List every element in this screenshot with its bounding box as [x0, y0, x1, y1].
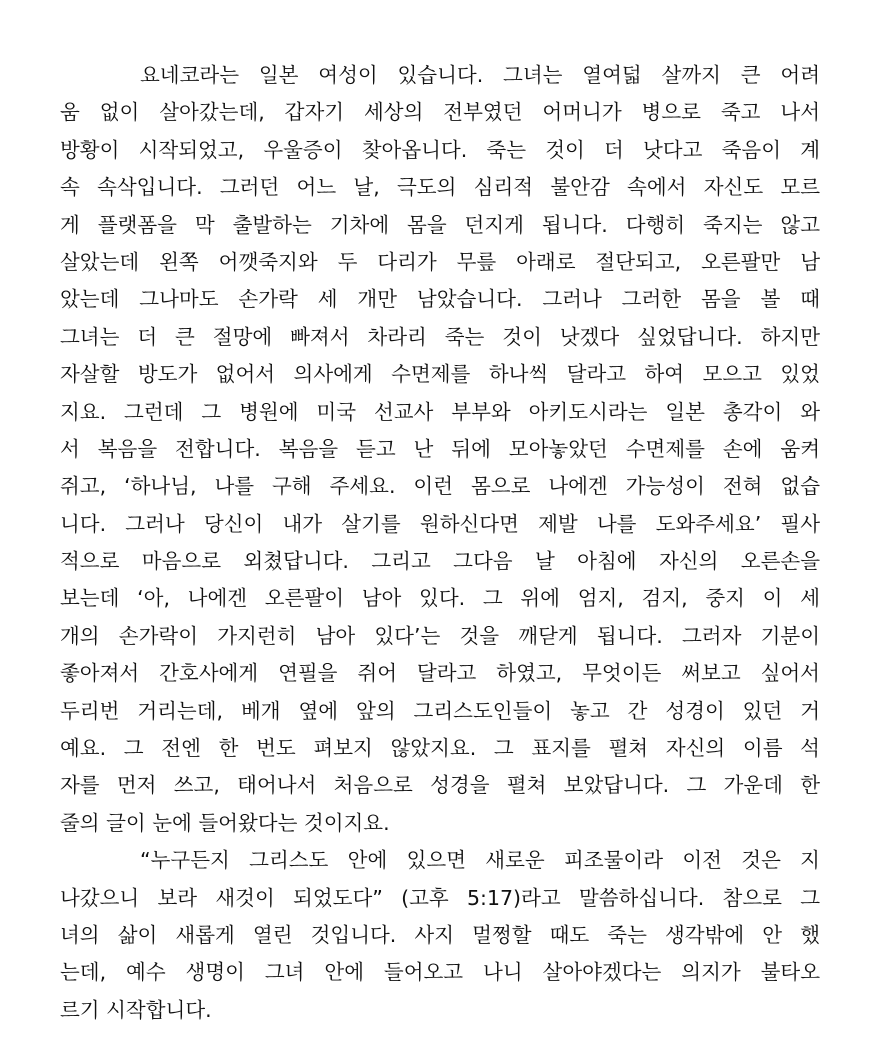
- text-line: 적으로 마음으로 외쳤답니다. 그리고 그다음 날 아침에 자신의 오른손을: [60, 549, 820, 574]
- text-line: 니다. 그러나 당신이 내가 살기를 원하신다면 제발 나를 도와주세요’ 필사: [60, 511, 820, 536]
- text-line: 방황이 시작되었고, 우울증이 찾아옵니다. 죽는 것이 더 낫다고 죽음이 계: [60, 137, 820, 162]
- text-line: 서 복음을 전합니다. 복음을 듣고 난 뒤에 모아놓았던 수면제를 손에 움켜: [60, 436, 820, 461]
- text-line: 르기 시작합니다.: [60, 997, 212, 1022]
- text-line: 요네코라는 일본 여성이 있습니다. 그녀는 열여덟 살까지 큰 어려: [140, 63, 820, 87]
- text-line: 두리번 거리는데, 베개 옆에 앞의 그리스도인들이 놓고 간 성경이 있던 거: [60, 698, 820, 723]
- text-line: 예요. 그 전엔 한 번도 펴보지 않았지요. 그 표지를 펼쳐 자신의 이름 석: [60, 736, 820, 761]
- text-line: 자살할 방도가 없어서 의사에게 수면제를 하나씩 달라고 하여 모으고 있었: [60, 362, 820, 387]
- text-line: 그녀는 더 큰 절망에 빠져서 차라리 죽는 것이 낫겠다 싶었답니다. 하지만: [60, 324, 820, 349]
- text-line: 았는데 그나마도 손가락 세 개만 남았습니다. 그러나 그러한 몸을 볼 때: [60, 287, 820, 312]
- text-line: 보는데 ‘아, 나에겐 오른팔이 남아 있다. 그 위에 엄지, 검지, 중지 이 세: [60, 586, 820, 611]
- text-line: 줄의 글이 눈에 들어왔다는 것이지요.: [60, 810, 390, 835]
- text-line: 게 플랫폼을 막 출발하는 기차에 몸을 던지게 됩니다. 다행히 죽지는 않고: [60, 212, 820, 237]
- text-line: 움 없이 살아갔는데, 갑자기 세상의 전부였던 어머니가 병으로 죽고 나서: [60, 100, 820, 125]
- text-line: “누구든지 그리스도 안에 있으면 새로운 피조물이라 이전 것은 지: [140, 848, 820, 873]
- document-body: [60, 57, 820, 1029]
- paragraph-1: [60, 57, 820, 842]
- text-line: 녀의 삶이 새롭게 열린 것입니다. 사지 멀쩡할 때도 죽는 생각밖에 안 했: [60, 922, 820, 947]
- text-line: 쥐고, ‘하나님, 나를 구해 주세요. 이런 몸으로 나에겐 가능성이 전혀 없습: [60, 474, 820, 499]
- paragraph-2: [60, 842, 820, 1029]
- text-line: 개의 손가락이 가지런히 남아 있다’는 것을 깨닫게 됩니다. 그러자 기분이: [60, 623, 820, 648]
- text-line: 자를 먼저 쓰고, 태어나서 처음으로 성경을 펼쳐 보았답니다. 그 가운데 한: [60, 773, 820, 798]
- text-line: 나갔으니 보라 새것이 되었도다” (고후 5:17)라고 말씀하십니다. 참으로 그: [60, 885, 820, 910]
- text-line: 지요. 그런데 그 병원에 미국 선교사 부부와 아키도시라는 일본 총각이 와: [60, 399, 820, 424]
- text-line: 살았는데 왼쪽 어깻죽지와 두 다리가 무릎 아래로 절단되고, 오른팔만 남: [60, 249, 820, 274]
- text-line: 속 속삭입니다. 그러던 어느 날, 극도의 심리적 불안감 속에서 자신도 모르: [60, 175, 820, 200]
- text-line: 좋아져서 간호사에게 연필을 쥐어 달라고 하였고, 무엇이든 써보고 싶어서: [60, 661, 820, 686]
- text-line: 는데, 예수 생명이 그녀 안에 들어오고 나니 살아야겠다는 의지가 불타오: [60, 960, 820, 985]
